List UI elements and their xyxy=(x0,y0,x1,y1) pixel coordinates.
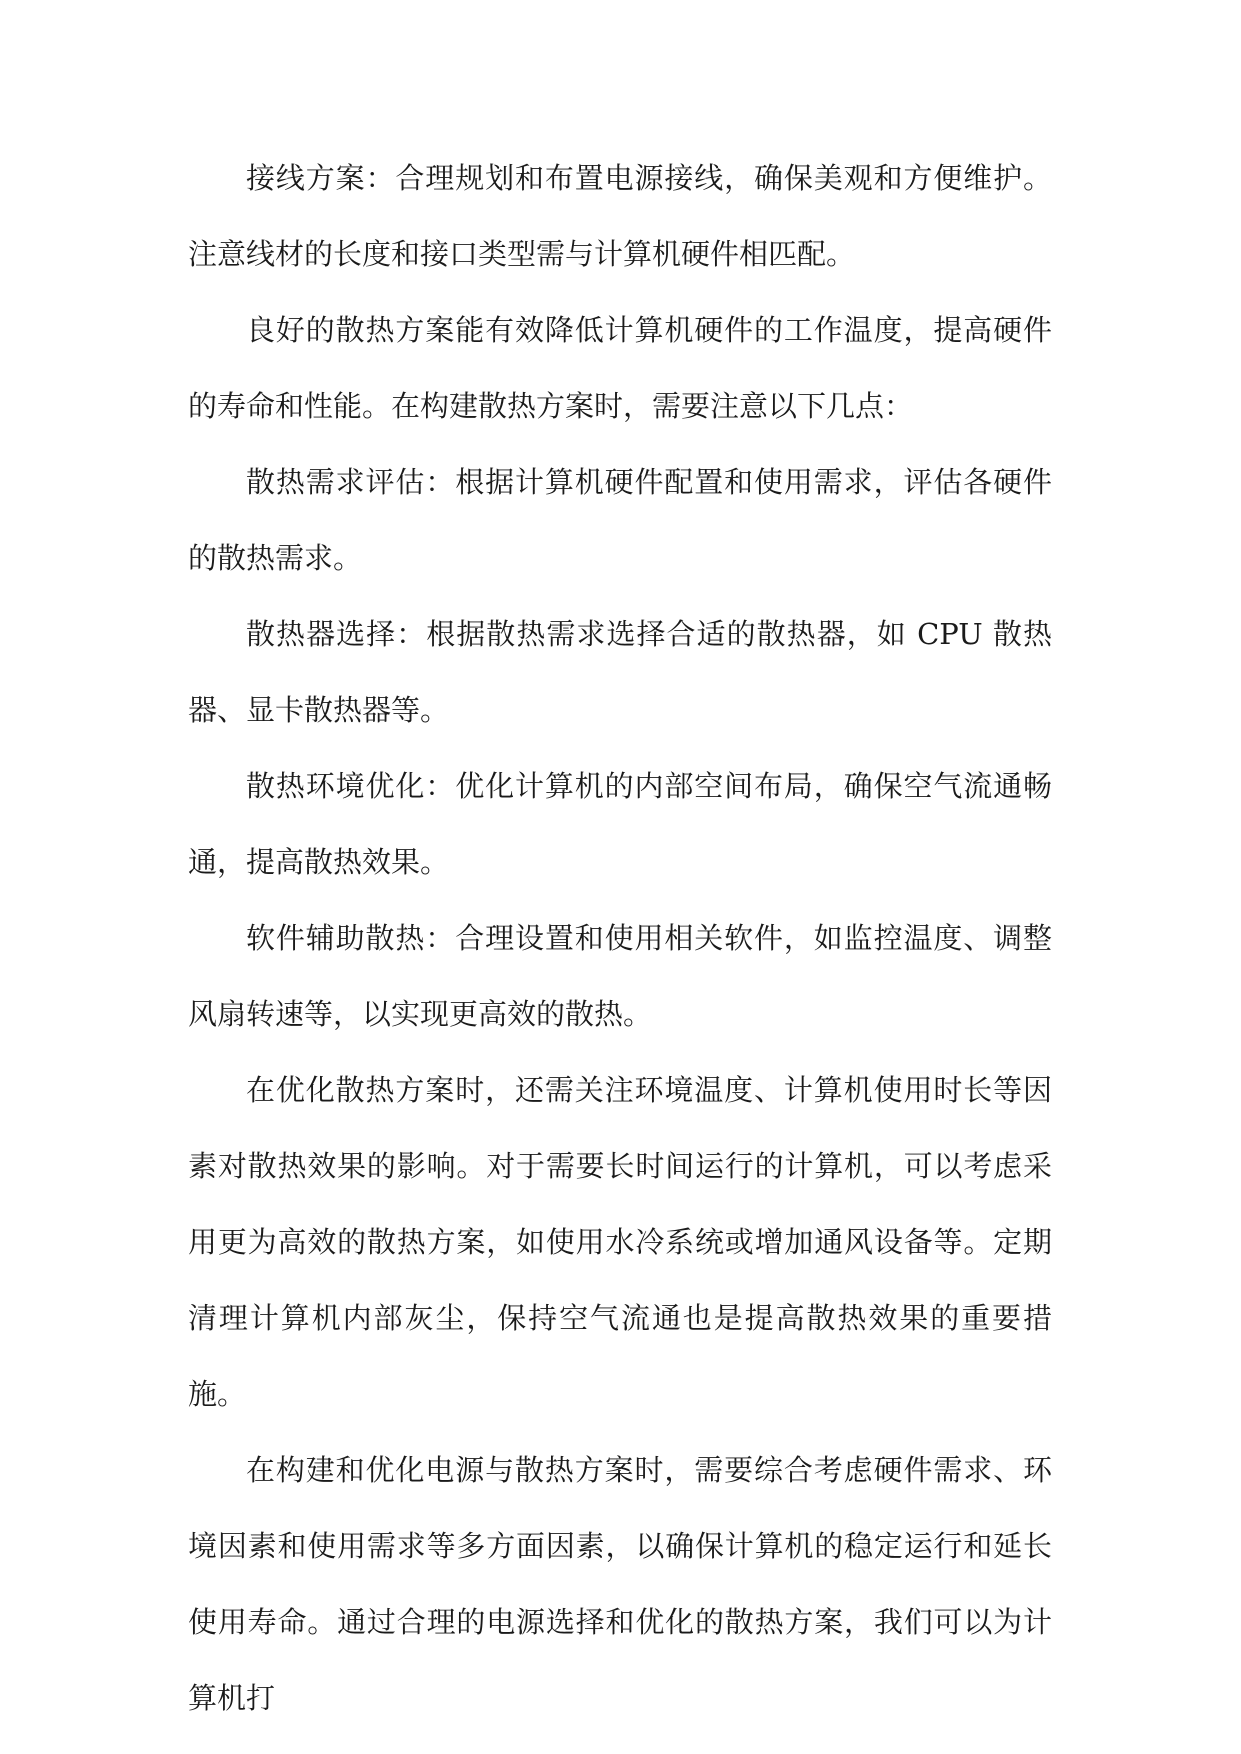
paragraph-conclusion: 在构建和优化电源与散热方案时，需要综合考虑硬件需求、环境因素和使用需求等多方面因素，以确保计算机的稳定运行和延长使用寿命。通过合理的电源选择和优化的散热方案，我们可以为计算机打 xyxy=(188,1453,1052,1715)
paragraph-optimization-notes: 在优化散热方案时，还需关注环境温度、计算机使用时长等因素对散热效果的影响。对于需要长时间运行的计算机，可以考虑采用更为高效的散热方案，如使用水冷系统或增加通风设备等。定期清理计算机内部灰尘，保持空气流通也是提高散热效果的重要措施。 xyxy=(188,1073,1052,1411)
document-body xyxy=(188,140,1052,1736)
paragraph-cooling-intro: 良好的散热方案能有效降低计算机硬件的工作温度，提高硬件的寿命和性能。在构建散热方案时，需要注意以下几点： xyxy=(188,313,1052,423)
paragraph-software-cooling: 软件辅助散热：合理设置和使用相关软件，如监控温度、调整风扇转速等，以实现更高效的散热。 xyxy=(188,921,1052,1031)
paragraph-environment-optimization: 散热环境优化：优化计算机的内部空间布局，确保空气流通畅通，提高散热效果。 xyxy=(188,769,1052,879)
paragraph-cooling-requirements: 散热需求评估：根据计算机硬件配置和使用需求，评估各硬件的散热需求。 xyxy=(188,465,1052,575)
paragraph-wiring-plan: 接线方案：合理规划和布置电源接线，确保美观和方便维护。注意线材的长度和接口类型需与计算机硬件相匹配。 xyxy=(188,161,1052,271)
paragraph-heatsink-selection: 散热器选择：根据散热需求选择合适的散热器，如 CPU 散热器、显卡散热器等。 xyxy=(188,617,1052,727)
